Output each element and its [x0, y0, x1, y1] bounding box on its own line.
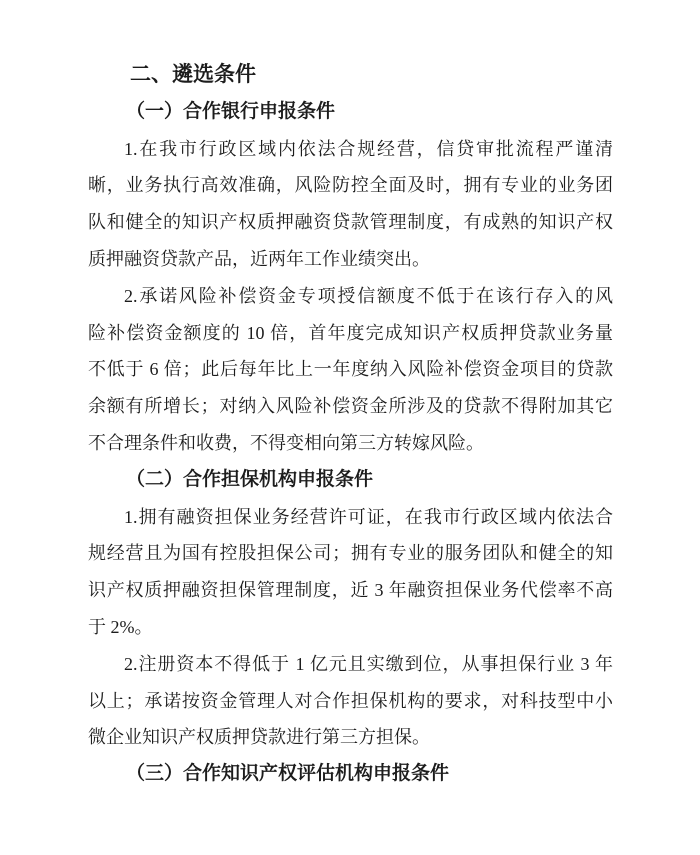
para-bank-1-line: 晰，业务执行高效准确，风险防控全面及时，拥有专业的业务团 [88, 175, 613, 196]
para-bank-2-line: 2.承诺风险补偿资金专项授信额度不低于在该行存入的风 [124, 285, 613, 306]
para-bank-2-line: 不合理条件和收费，不得变相向第三方转嫁风险。 [88, 432, 484, 453]
subsection-heading-bank: （一）合作银行申报条件 [126, 100, 336, 122]
para-bank-1-line: 1.在我市行政区域内依法合规经营，信贷审批流程严谨清 [124, 138, 613, 159]
para-guarantee-1-line: 识产权质押融资担保管理制度，近 3 年融资担保业务代偿率不高 [88, 580, 613, 601]
doc-section-title: 二、遴选条件 [130, 63, 256, 86]
para-bank-1-line: 队和健全的知识产权质押融资贷款管理制度，有成熟的知识产权 [88, 212, 613, 233]
para-guarantee-1-line: 于 2%。 [88, 616, 153, 637]
subsection-heading-evaluation: （三）合作知识产权评估机构申报条件 [126, 763, 450, 785]
para-guarantee-2-line: 以上；承诺按资金管理人对合作担保机构的要求，对科技型中小 [88, 690, 613, 711]
subsection-heading-guarantee: （二）合作担保机构申报条件 [126, 468, 374, 490]
para-bank-1-line: 质押融资贷款产品，近两年工作业绩突出。 [88, 248, 430, 269]
para-guarantee-1-line: 规经营且为国有控股担保公司；拥有专业的服务团队和健全的知 [88, 543, 613, 564]
para-bank-2-line: 余额有所增长；对纳入风险补偿资金所涉及的贷款不得附加其它 [88, 396, 613, 417]
para-bank-2-line: 不低于 6 倍；此后每年比上一年度纳入风险补偿资金项目的贷款 [88, 359, 613, 380]
para-guarantee-2-line: 微企业知识产权质押贷款进行第三方担保。 [88, 727, 430, 748]
para-guarantee-2-line: 2.注册资本不得低于 1 亿元且实缴到位，从事担保行业 3 年 [124, 653, 613, 674]
para-bank-2-line: 险补偿资金额度的 10 倍，首年度完成知识产权质押贷款业务量 [88, 322, 613, 343]
para-guarantee-1-line: 1.拥有融资担保业务经营许可证，在我市行政区域内依法合 [124, 506, 613, 527]
